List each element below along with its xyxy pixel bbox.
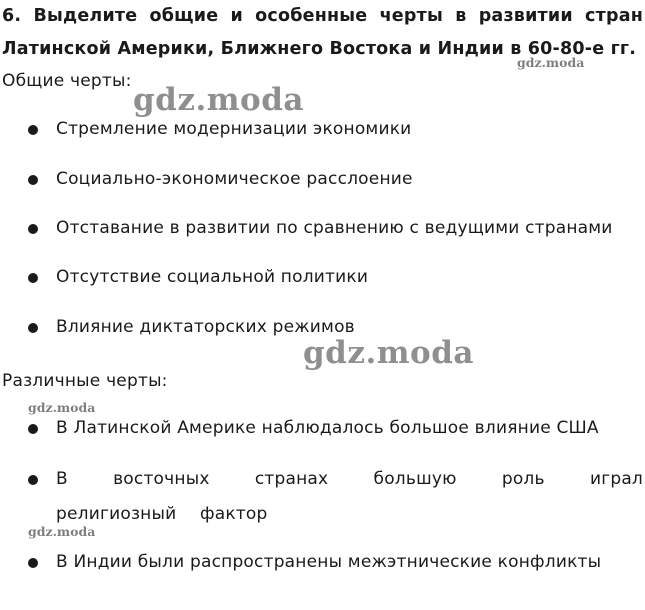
list-item: В Латинской Америке наблюдалось большое влияние США [28, 413, 643, 443]
list-item: В Индии были распространены межэтнические конфликты [28, 547, 643, 577]
bullet-icon [28, 224, 38, 234]
list-item: Социально-экономическое расслоение [28, 164, 643, 194]
bullet-icon [28, 125, 38, 135]
bullet-icon [28, 424, 38, 434]
list-item: Отставание в развитии по сравнению с ведущими странами [28, 213, 643, 243]
list-item: Отсутствие социальной политики [28, 262, 643, 292]
task-title-line-1: 6. Выделите общие и особенные черты в развитии стран [2, 6, 643, 26]
bullet-icon [28, 558, 38, 568]
watermark-logo: gdz.moda [303, 335, 474, 371]
list-item: Влияние диктаторских режимов [28, 312, 643, 342]
different-features-heading: Различные черты: [2, 371, 168, 391]
watermark-logo: gdz.moda [517, 55, 585, 70]
list-item: В восточных странах большую роль играл религиозный фактор [28, 462, 643, 532]
task-title-line-2: Латинской Америки, Ближнего Востока и Индии в 60-80-е гг. [2, 39, 637, 59]
common-features-heading: Общие черты: [2, 71, 132, 91]
bullet-icon [28, 323, 38, 333]
bullet-icon [28, 175, 38, 185]
watermark-logo: gdz.moda [28, 524, 96, 539]
bullet-icon [28, 273, 38, 283]
bullet-icon [28, 475, 38, 485]
list-item: Стремление модернизации экономики [28, 114, 643, 144]
watermark-logo: gdz.moda [28, 400, 96, 415]
watermark-logo: gdz.moda [133, 82, 304, 118]
